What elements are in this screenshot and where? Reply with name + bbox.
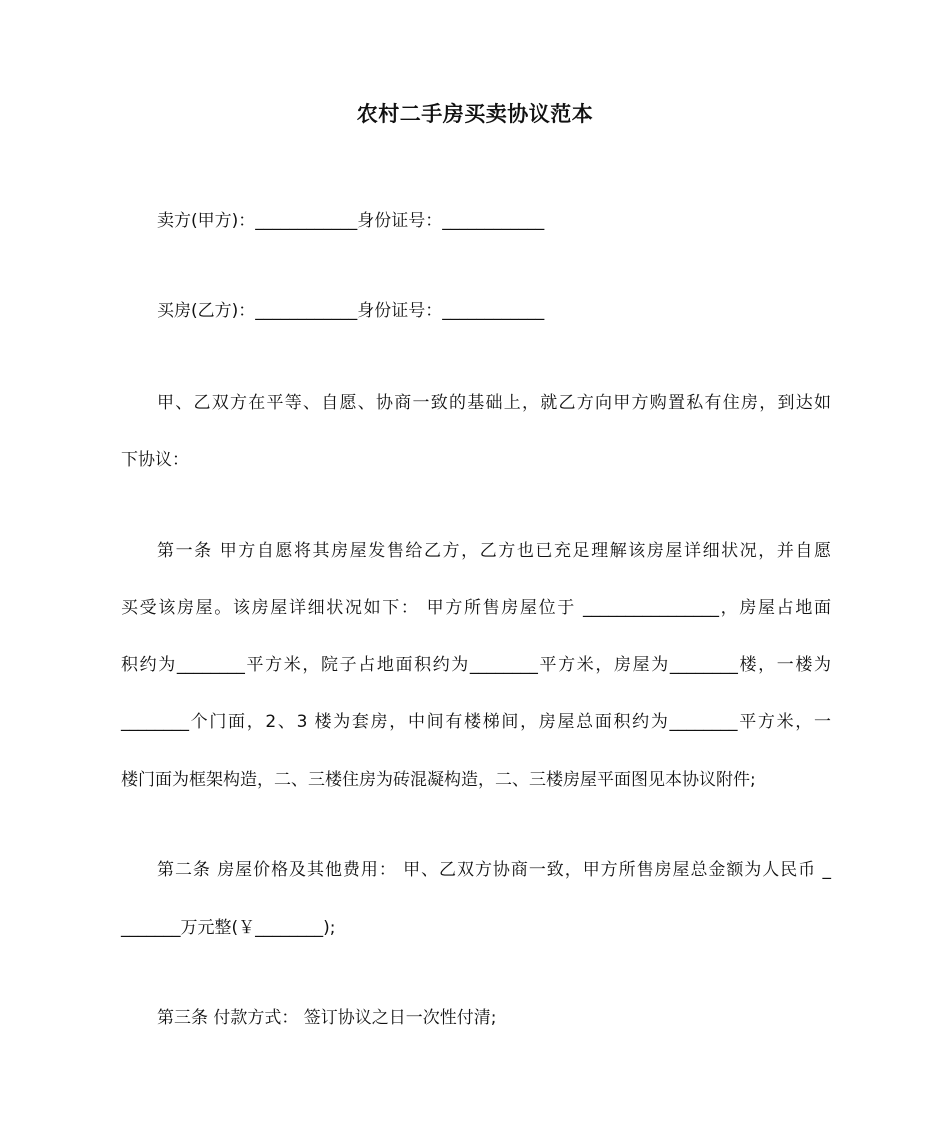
article-2-line-2: _______万元整(￥________); (121, 918, 336, 938)
article-1-line-2: 买受该房屋。该房屋详细状况如下： 甲方所售房屋位于 ________________，房屋占地面 (121, 598, 831, 618)
article-1-line-5: 楼门面为框架构造，二、三楼住房为砖混凝构造，二、三楼房屋平面图见本协议附件; (121, 770, 756, 790)
seller-line: 卖方(甲方)：____________身份证号：____________ (157, 211, 545, 231)
article-1-line-3: 积约为________平方米，院子占地面积约为________平方米，房屋为________楼，一楼为 (121, 655, 831, 675)
article-1-line-4: ________个门面，2、3 楼为套房，中间有楼梯间，房屋总面积约为________平方米，一 (121, 712, 831, 732)
preamble-line-2: 下协议： (121, 450, 189, 470)
article-3-line-1: 第三条 付款方式： 签订协议之日一次性付清; (157, 1008, 497, 1028)
buyer-line: 买房(乙方)：____________身份证号：____________ (157, 301, 545, 321)
article-1-line-1: 第一条 甲方自愿将其房屋发售给乙方，乙方也已充足理解该房屋详细状况，并自愿 (157, 541, 831, 561)
preamble-line-1: 甲、乙双方在平等、自愿、协商一致的基础上，就乙方向甲方购置私有住房，到达如 (157, 393, 831, 413)
article-2-line-1: 第二条 房屋价格及其他费用： 甲、乙双方协商一致，甲方所售房屋总金额为人民币 _ (157, 860, 831, 880)
document-title: 农村二手房买卖协议范本 (356, 102, 594, 126)
